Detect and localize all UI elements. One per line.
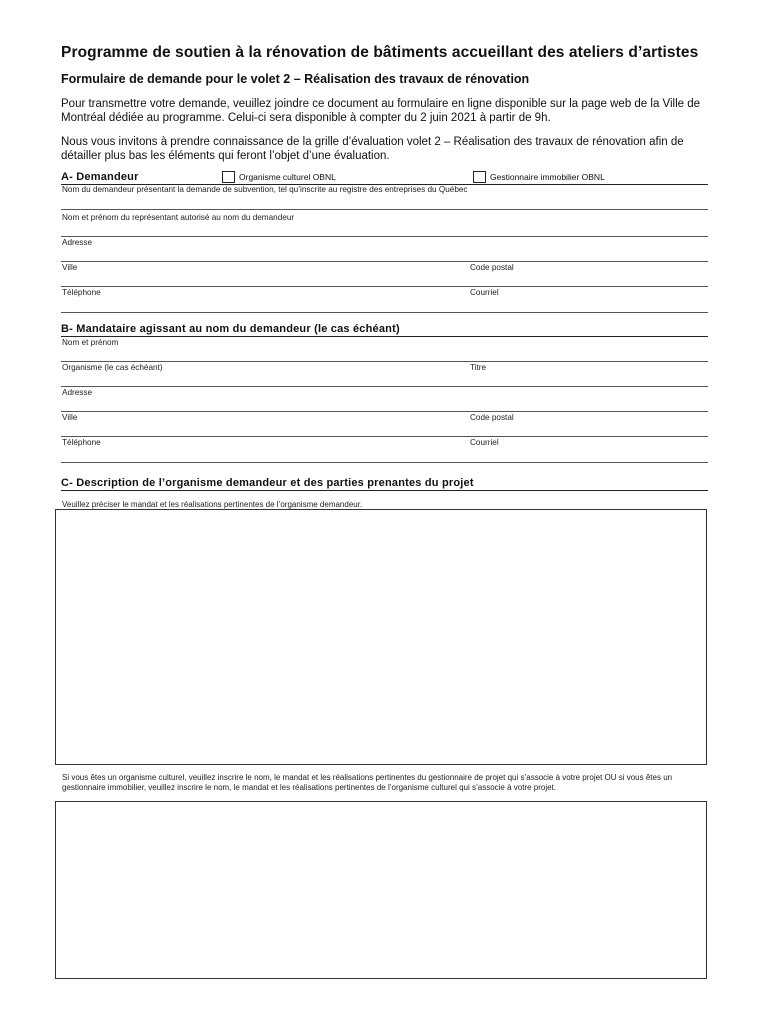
section-a-title: A- Demandeur: [61, 171, 139, 183]
section-b-title: B- Mandataire agissant au nom du demandeur (le cas échéant): [61, 323, 400, 335]
textarea-mandat-demandeur[interactable]: [55, 509, 707, 765]
checkbox-gestionnaire-immobilier[interactable]: [473, 171, 605, 183]
field-representant[interactable]: [61, 236, 708, 237]
label-courriel-b: Courriel: [470, 438, 499, 447]
field-nom-demandeur[interactable]: [61, 209, 708, 210]
checkbox-label: Gestionnaire immobilier OBNL: [490, 172, 605, 182]
label-adresse-a: Adresse: [62, 238, 93, 247]
instruction-mandat: Veuillez préciser le mandat et les réalisations pertinentes de l’organisme demandeur.: [62, 500, 363, 509]
form-title: Programme de soutien à la rénovation de bâtiments accueillant des ateliers d’artistes: [61, 44, 699, 61]
label-adresse-b: Adresse: [62, 388, 93, 397]
label-code-postal-b: Code postal: [470, 413, 514, 422]
form-subtitle: Formulaire de demande pour le volet 2 – Réalisation des travaux de rénovation: [61, 72, 530, 86]
section-c-rule: [61, 490, 708, 491]
label-ville-b: Ville: [62, 413, 78, 422]
label-titre-b: Titre: [470, 363, 487, 372]
label-nom-mandataire: Nom et prénom: [62, 338, 119, 347]
field-telephone-courriel-a[interactable]: [61, 312, 708, 313]
field-adresse-a[interactable]: [61, 261, 708, 262]
textarea-partenaire[interactable]: [55, 801, 707, 979]
checkbox-organisme-culturel[interactable]: [222, 171, 336, 183]
instruction-partenaire: Si vous êtes un organisme culturel, veuillez inscrire le nom, le mandat et les réalisations pertinentes du gestionnaire de projet qui s’associe à votre projet OU si vous êtes un gestionnaire immobilier, veuillez inscrire le nom, le mandat et les réalisations pertinentes de l’organisme culturel qui s’associe à votre projet.: [62, 773, 673, 792]
field-telephone-courriel-b[interactable]: [61, 462, 708, 463]
checkbox-box[interactable]: [473, 171, 486, 183]
label-telephone-a: Téléphone: [62, 288, 101, 297]
section-c-title: C- Description de l’organisme demandeur et des parties prenantes du projet: [61, 477, 474, 489]
section-b-rule: [61, 336, 708, 337]
intro-paragraph-2: Nous vous invitons à prendre connaissance de la grille d’évaluation volet 2 – Réalisation des travaux de rénovation afin de détailler plus bas les éléments qui feront l’objet d’une évaluation.: [61, 136, 684, 162]
field-adresse-b[interactable]: [61, 411, 708, 412]
label-courriel-a: Courriel: [470, 288, 499, 297]
label-telephone-b: Téléphone: [62, 438, 101, 447]
label-representant: Nom et prénom du représentant autorisé au nom du demandeur: [62, 213, 295, 222]
checkbox-label: Organisme culturel OBNL: [239, 172, 336, 182]
field-nom-mandataire[interactable]: [61, 361, 708, 362]
checkbox-box[interactable]: [222, 171, 235, 183]
label-nom-demandeur: Nom du demandeur présentant la demande de subvention, tel qu’inscrite au registre des entreprises du Québec: [62, 185, 468, 194]
label-organisme-b: Organisme (le cas échéant): [62, 363, 163, 372]
label-ville-a: Ville: [62, 263, 78, 272]
field-ville-code-a[interactable]: [61, 286, 708, 287]
label-code-postal-a: Code postal: [470, 263, 514, 272]
intro-paragraph-1: Pour transmettre votre demande, veuillez joindre ce document au formulaire en ligne disponible sur la page web de la Ville de Montréal dédiée au programme. Celui-ci sera disponible à compter du 2 juin 2021 à partir de 9h.: [61, 98, 701, 124]
field-ville-code-b[interactable]: [61, 436, 708, 437]
field-organisme-titre-b[interactable]: [61, 386, 708, 387]
